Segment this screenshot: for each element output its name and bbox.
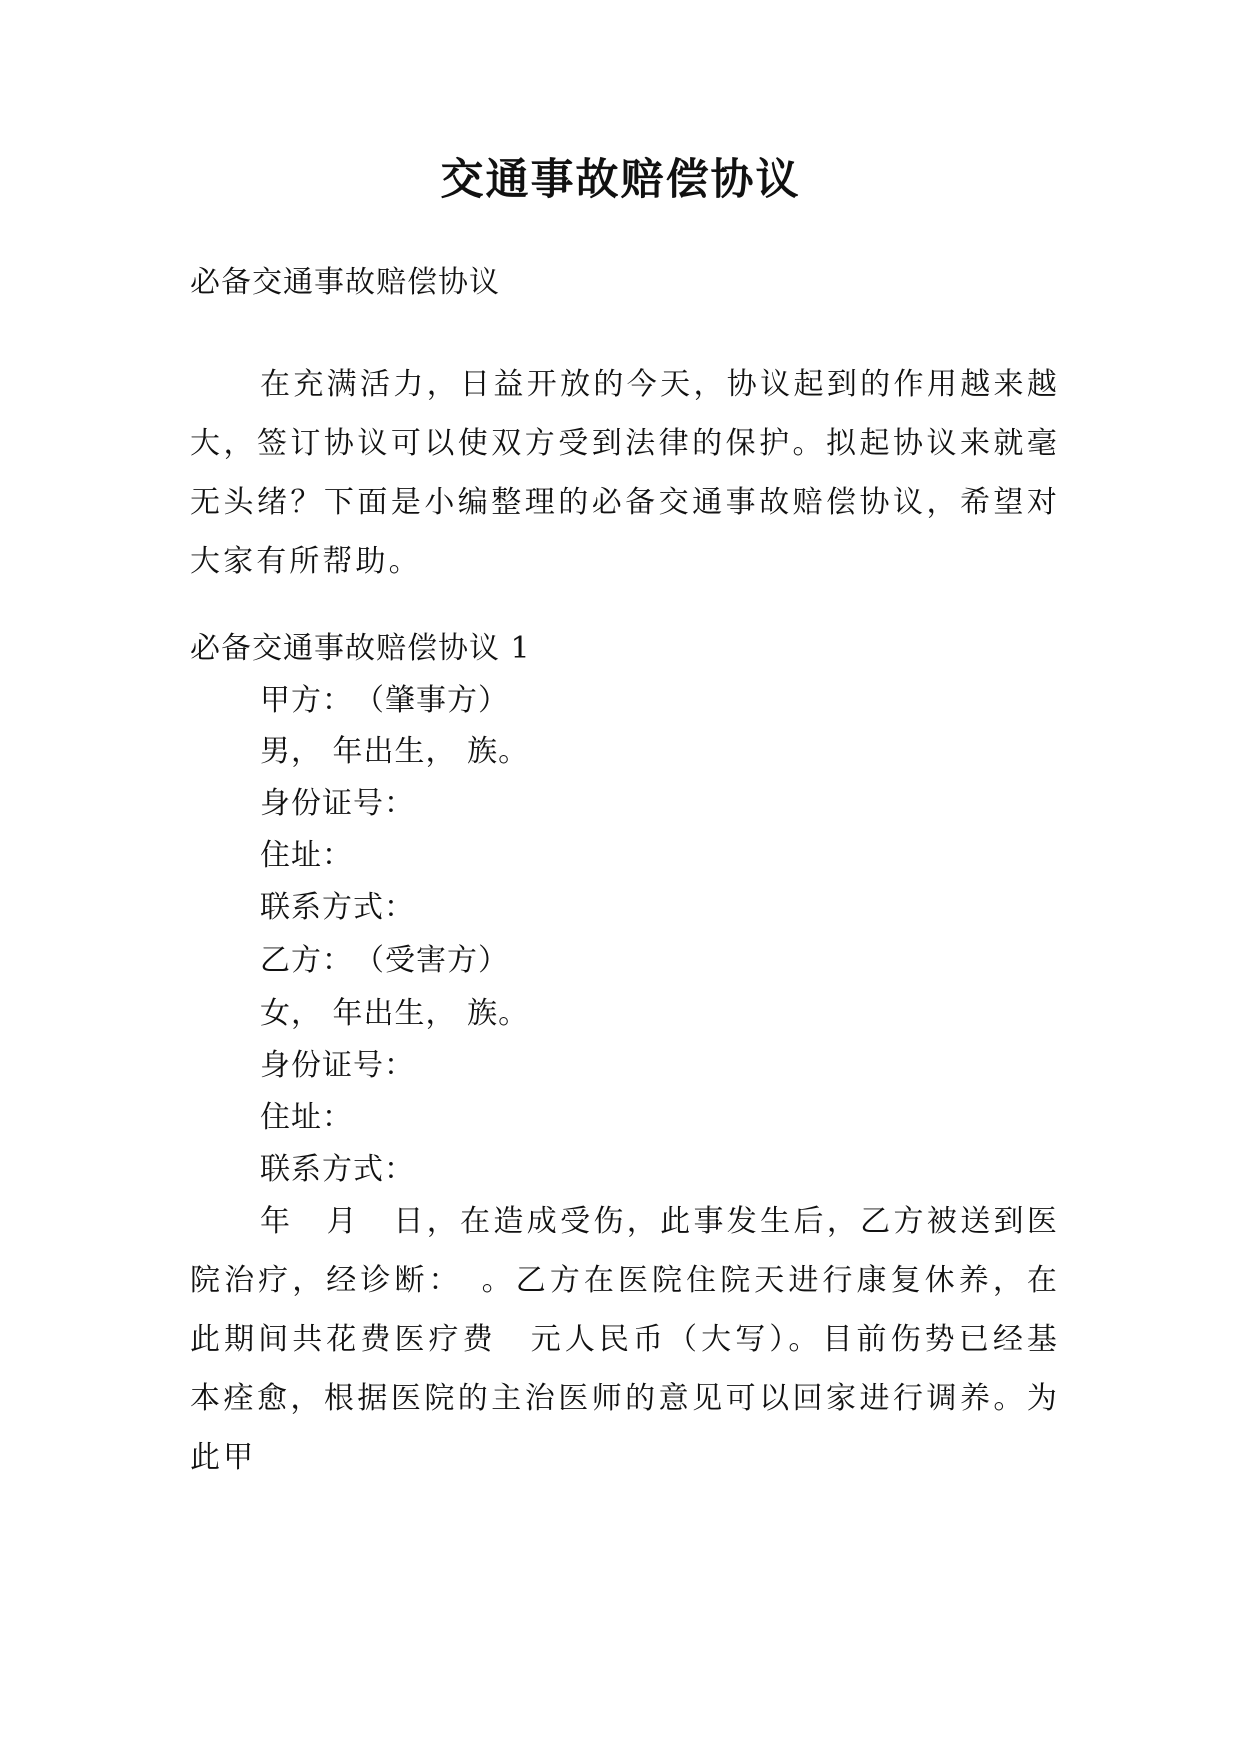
party-a-contact-label: 联系方式： [260, 890, 415, 925]
party-b-contact-label: 联系方式： [260, 1152, 415, 1187]
document-title: 交通事故赔偿协议 [440, 155, 801, 205]
accident-paragraph: 年 月 日，在造成受伤，此事发生后，乙方被送到医院治疗，经诊断： 。乙方在医院住院天进行康复休养，在此期间共花费医疗费 元人民币（大写）。目前伤势已经基本痊愈，根据医院的主治医师的意见可以回家进行调养。为此甲 [190, 1204, 1060, 1475]
party-a-gender-line: 男， 年出生， 族。 [260, 734, 530, 769]
party-b-label: 乙方： （受害方） [260, 943, 509, 978]
party-a-id-label: 身份证号： [260, 786, 415, 821]
party-b-address-label: 住址： [260, 1100, 353, 1135]
party-b-gender-line: 女， 年出生， 族。 [260, 996, 530, 1031]
subtitle: 必备交通事故赔偿协议 [190, 265, 500, 300]
section-heading: 必备交通事故赔偿协议 1 [190, 631, 531, 666]
party-a-address-label: 住址： [260, 838, 353, 873]
party-b-id-label: 身份证号： [260, 1048, 415, 1083]
intro-paragraph: 在充满活力，日益开放的今天，协议起到的作用越来越大，签订协议可以使双方受到法律的保护。拟起协议来就毫无头绪？下面是小编整理的必备交通事故赔偿协议，希望对大家有所帮助。 [190, 367, 1060, 579]
party-a-label: 甲方： （肇事方） [260, 683, 509, 718]
